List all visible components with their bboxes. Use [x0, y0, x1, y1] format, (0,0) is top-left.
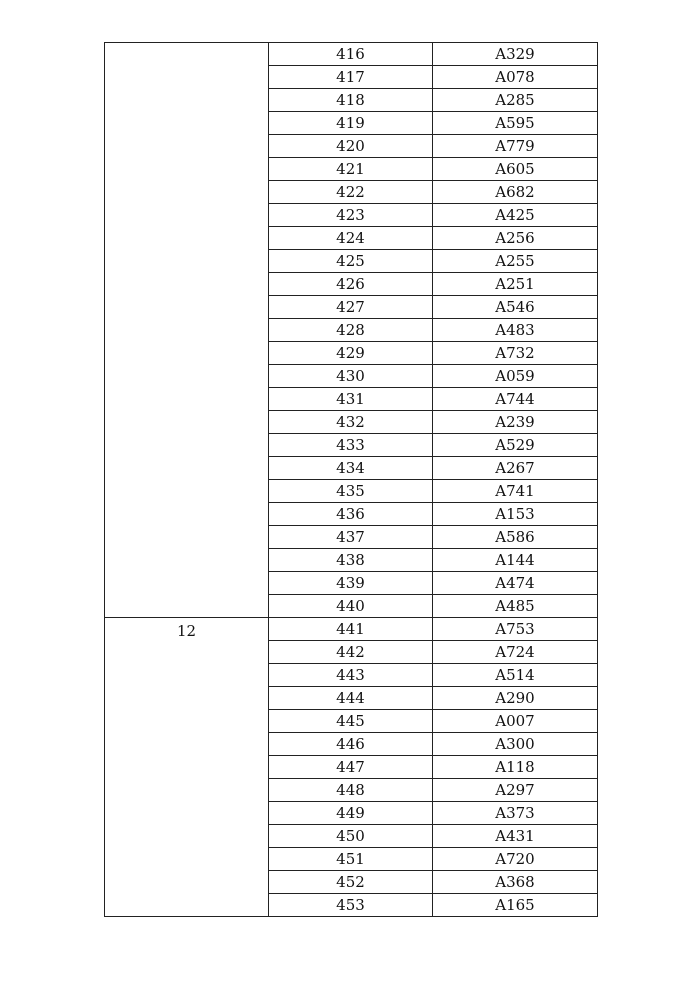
sequence-number-cell: 419	[269, 112, 433, 135]
sequence-number-cell: 428	[269, 319, 433, 342]
sequence-number-cell: 436	[269, 503, 433, 526]
candidate-code-cell: A290	[433, 687, 598, 710]
candidate-code-cell: A239	[433, 411, 598, 434]
sequence-number-cell: 451	[269, 848, 433, 871]
sequence-number-cell: 439	[269, 572, 433, 595]
roster-table	[104, 42, 598, 917]
sequence-number-cell: 429	[269, 342, 433, 365]
sequence-number-cell: 438	[269, 549, 433, 572]
candidate-code-cell: A255	[433, 250, 598, 273]
sequence-number-cell: 420	[269, 135, 433, 158]
candidate-code-cell: A425	[433, 204, 598, 227]
roster-table-body	[105, 43, 598, 917]
candidate-code-cell: A779	[433, 135, 598, 158]
candidate-code-cell: A474	[433, 572, 598, 595]
sequence-number-cell: 423	[269, 204, 433, 227]
sequence-number-cell: 430	[269, 365, 433, 388]
sequence-number-cell: 449	[269, 802, 433, 825]
sequence-number-cell: 417	[269, 66, 433, 89]
sequence-number-cell: 424	[269, 227, 433, 250]
sequence-number-cell: 446	[269, 733, 433, 756]
candidate-code-cell: A165	[433, 894, 598, 917]
sequence-number-cell: 442	[269, 641, 433, 664]
candidate-code-cell: A741	[433, 480, 598, 503]
table-row	[105, 43, 598, 66]
sequence-number-cell: 437	[269, 526, 433, 549]
sequence-number-cell: 434	[269, 457, 433, 480]
candidate-code-cell: A682	[433, 181, 598, 204]
group-number-cell	[105, 43, 269, 618]
candidate-code-cell: A529	[433, 434, 598, 457]
candidate-code-cell: A256	[433, 227, 598, 250]
sequence-number-cell: 441	[269, 618, 433, 641]
candidate-code-cell: A483	[433, 319, 598, 342]
candidate-code-cell: A144	[433, 549, 598, 572]
sequence-number-cell: 426	[269, 273, 433, 296]
sequence-number-cell: 427	[269, 296, 433, 319]
candidate-code-cell: A485	[433, 595, 598, 618]
sequence-number-cell: 435	[269, 480, 433, 503]
group-number-cell: 12	[105, 618, 269, 917]
candidate-code-cell: A368	[433, 871, 598, 894]
candidate-code-cell: A586	[433, 526, 598, 549]
candidate-code-cell: A744	[433, 388, 598, 411]
candidate-code-cell: A059	[433, 365, 598, 388]
candidate-code-cell: A732	[433, 342, 598, 365]
candidate-code-cell: A514	[433, 664, 598, 687]
candidate-code-cell: A297	[433, 779, 598, 802]
sequence-number-cell: 433	[269, 434, 433, 457]
candidate-code-cell: A753	[433, 618, 598, 641]
sequence-number-cell: 425	[269, 250, 433, 273]
candidate-code-cell: A329	[433, 43, 598, 66]
candidate-code-cell: A285	[433, 89, 598, 112]
sequence-number-cell: 450	[269, 825, 433, 848]
candidate-code-cell: A251	[433, 273, 598, 296]
candidate-code-cell: A546	[433, 296, 598, 319]
candidate-code-cell: A373	[433, 802, 598, 825]
sequence-number-cell: 418	[269, 89, 433, 112]
sequence-number-cell: 416	[269, 43, 433, 66]
candidate-code-cell: A720	[433, 848, 598, 871]
candidate-code-cell: A153	[433, 503, 598, 526]
candidate-code-cell: A007	[433, 710, 598, 733]
sequence-number-cell: 421	[269, 158, 433, 181]
sequence-number-cell: 432	[269, 411, 433, 434]
candidate-code-cell: A431	[433, 825, 598, 848]
candidate-code-cell: A595	[433, 112, 598, 135]
sequence-number-cell: 443	[269, 664, 433, 687]
candidate-code-cell: A078	[433, 66, 598, 89]
sequence-number-cell: 444	[269, 687, 433, 710]
sequence-number-cell: 453	[269, 894, 433, 917]
sequence-number-cell: 452	[269, 871, 433, 894]
candidate-code-cell: A118	[433, 756, 598, 779]
candidate-code-cell: A605	[433, 158, 598, 181]
sequence-number-cell: 422	[269, 181, 433, 204]
sequence-number-cell: 440	[269, 595, 433, 618]
sequence-number-cell: 445	[269, 710, 433, 733]
table-row	[105, 618, 598, 641]
candidate-code-cell: A267	[433, 457, 598, 480]
candidate-code-cell: A300	[433, 733, 598, 756]
sequence-number-cell: 448	[269, 779, 433, 802]
sequence-number-cell: 447	[269, 756, 433, 779]
candidate-code-cell: A724	[433, 641, 598, 664]
sequence-number-cell: 431	[269, 388, 433, 411]
